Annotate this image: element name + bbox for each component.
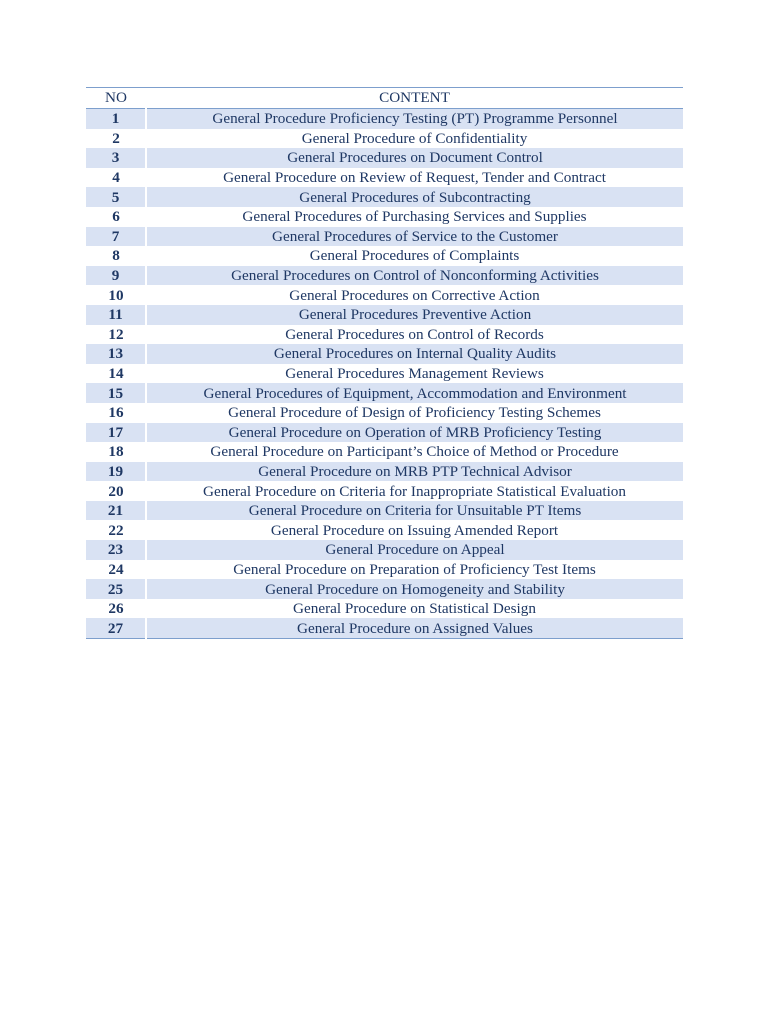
table-row xyxy=(86,148,683,168)
row-number: 26 xyxy=(108,600,124,618)
row-content: General Procedures on Corrective Action xyxy=(289,286,540,304)
row-content: General Procedure on Review of Request, Tender and Contract xyxy=(223,169,606,187)
row-number: 6 xyxy=(112,208,120,226)
row-content: General Procedures of Purchasing Services and Supplies xyxy=(242,208,587,226)
row-content: General Procedures on Internal Quality Audits xyxy=(146,344,683,364)
row-number: 14 xyxy=(108,365,124,383)
table-row xyxy=(86,481,683,501)
table-row xyxy=(86,344,683,364)
row-number: 25 xyxy=(86,579,146,599)
row-number: 3 xyxy=(86,148,146,168)
row-content: General Procedure on Statistical Design xyxy=(293,600,536,618)
row-content: General Procedures of Equipment, Accommodation and Environment xyxy=(146,383,683,403)
row-content: General Procedures of Service to the Customer xyxy=(146,227,683,247)
row-number: 9 xyxy=(86,266,146,286)
row-number: 15 xyxy=(86,383,146,403)
table-row xyxy=(86,246,683,266)
table-row xyxy=(86,109,683,129)
row-content: General Procedure on Issuing Amended Report xyxy=(270,521,559,539)
row-number: 5 xyxy=(86,187,146,207)
row-content: General Procedure on Operation of MRB Proficiency Testing xyxy=(146,423,683,443)
row-number: 18 xyxy=(108,443,124,461)
row-content: General Procedure on Assigned Values xyxy=(146,618,683,638)
table-row xyxy=(86,383,683,403)
column-header-no: NO xyxy=(86,88,146,109)
table-row xyxy=(86,168,683,188)
table-row xyxy=(86,423,683,443)
row-content: General Procedures on Control of Nonconforming Activities xyxy=(146,266,683,286)
table-row xyxy=(86,227,683,247)
table-row xyxy=(86,187,683,207)
row-content: General Procedure on Criteria for Inappropriate Statistical Evaluation xyxy=(203,482,626,500)
row-content: General Procedure on MRB PTP Technical Advisor xyxy=(146,462,683,482)
column-header-content: CONTENT xyxy=(146,88,683,109)
table-row xyxy=(86,560,683,580)
row-content: General Procedures on Document Control xyxy=(146,148,683,168)
row-number: 8 xyxy=(112,247,120,265)
table-row xyxy=(86,207,683,227)
row-content: General Procedure of Design of Proficiency Testing Schemes xyxy=(228,404,601,422)
row-number: 1 xyxy=(86,109,146,129)
row-number: 20 xyxy=(108,482,124,500)
table-row xyxy=(86,325,683,345)
table-row xyxy=(86,540,683,560)
table-row xyxy=(86,520,683,540)
row-number: 21 xyxy=(86,501,146,521)
table-body xyxy=(86,109,683,639)
row-content: General Procedure on Criteria for Unsuitable PT Items xyxy=(146,501,683,521)
table-row xyxy=(86,129,683,149)
row-content: General Procedure Proficiency Testing (PT) Programme Personnel xyxy=(146,109,683,129)
row-number: 17 xyxy=(86,423,146,443)
table-row xyxy=(86,305,683,325)
row-content: General Procedures on Control of Records xyxy=(285,325,544,343)
procedures-table xyxy=(86,87,683,639)
table-row xyxy=(86,618,683,638)
table-row xyxy=(86,266,683,286)
row-number: 2 xyxy=(112,129,120,147)
row-number: 23 xyxy=(86,540,146,560)
row-number: 22 xyxy=(108,521,124,539)
table-row xyxy=(86,364,683,384)
row-content: General Procedures of Complaints xyxy=(309,247,520,265)
table-row xyxy=(86,501,683,521)
row-content: General Procedures Preventive Action xyxy=(146,305,683,325)
row-content: General Procedure of Confidentiality xyxy=(301,129,528,147)
row-content: General Procedure on Appeal xyxy=(146,540,683,560)
table-row xyxy=(86,403,683,423)
table-row xyxy=(86,442,683,462)
table-row xyxy=(86,462,683,482)
row-content: General Procedure on Preparation of Proficiency Test Items xyxy=(233,560,596,578)
table-header-row xyxy=(86,88,683,109)
table-row xyxy=(86,579,683,599)
table-row xyxy=(86,285,683,305)
row-number: 13 xyxy=(86,344,146,364)
row-content: General Procedure on Participant’s Choice of Method or Procedure xyxy=(210,443,619,461)
row-number: 12 xyxy=(108,325,124,343)
row-number: 4 xyxy=(112,169,120,187)
row-content: General Procedure on Homogeneity and Stability xyxy=(146,579,683,599)
row-number: 7 xyxy=(86,227,146,247)
row-number: 27 xyxy=(86,618,146,638)
row-content: General Procedures Management Reviews xyxy=(285,365,544,383)
row-number: 16 xyxy=(108,404,124,422)
row-number: 10 xyxy=(108,286,124,304)
row-number: 19 xyxy=(86,462,146,482)
row-content: General Procedures of Subcontracting xyxy=(146,187,683,207)
table-row xyxy=(86,599,683,619)
row-number: 11 xyxy=(86,305,146,325)
row-number: 24 xyxy=(108,560,124,578)
